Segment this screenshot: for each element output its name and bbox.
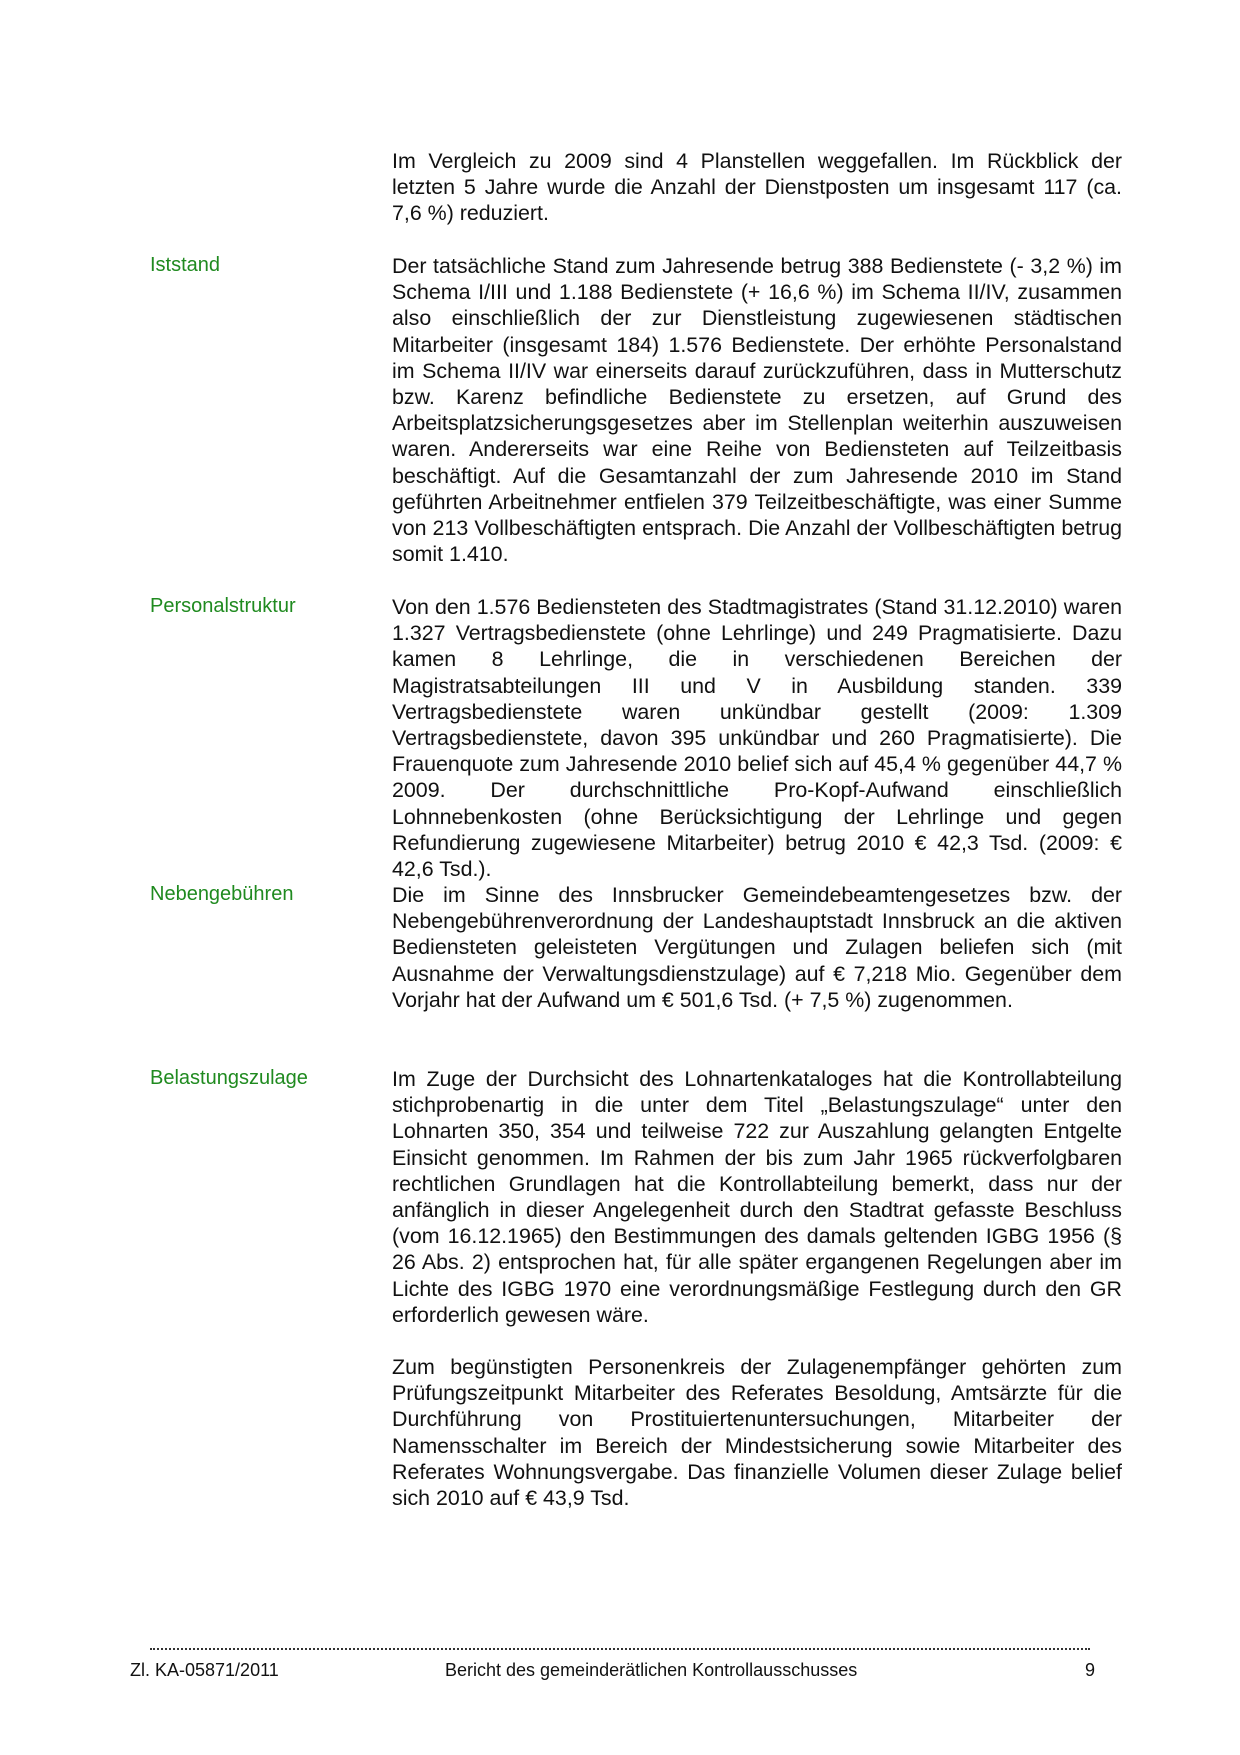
personalstruktur-paragraph: Von den 1.576 Bediensteten des Stadtmagistrates (Stand 31.12.2010) waren 1.327 Vertragsbedienstete (ohne Lehrlinge) und 249 Pragmatisierte. Dazu kamen 8 Lehrlinge, die in verschiedenen Bereichen der Magistratsabteilungen III und V in Ausbildung standen. 339 Vertragsbedienstete waren unkündbar gestellt (2009: 1.309 Vertragsbedienstete, davon 395 unkündbar und 260 Pragmatisierte). Die Frauenquote zum Jahresende 2010 belief sich auf 45,4 % gegenüber 44,7 % 2009. Der durchschnittliche Pro-Kopf-Aufwand einschließlich Lohnnebenkosten (ohne Berücksichtigung der Lehrlinge und gegen Refundierung zugewiesene Mitarbeiter) betrug 2010 € 42,3 Tsd. (2009: € 42,6 Tsd.).: [392, 595, 1122, 882]
footer-title: Bericht des gemeinderätlichen Kontrollausschusses: [445, 1660, 858, 1680]
iststand-paragraph: Der tatsächliche Stand zum Jahresende betrug 388 Bedienstete (- 3,2 %) im Schema I/III und 1.188 Bedienstete (+ 16,6 %) im Schema II/IV, zusammen also einschließlich der zur Dienstleistung zugewiesenen städtischen Mitarbeiter (insgesamt 184) 1.576 Bedienstete. Der erhöhte Personalstand im Schema II/IV war einerseits darauf zurückzuführen, dass in Mutterschutz bzw. Karenz befindliche Bedienstete zu ersetzen, auf Grund des Arbeitsplatzsicherungsgesetzes aber im Stellenplan weiterhin auszuweisen waren. Andererseits war eine Reihe von Bediensteten auf Teilzeitbasis beschäftigt. Auf die Gesamtanzahl der zum Jahresende 2010 im Stand geführten Arbeitnehmer entfielen 379 Teilzeitbeschäftigte, was einer Summe von 213 Vollbeschäftigten entsprach. Die Anzahl der Vollbeschäftigten betrug somit 1.410.: [392, 254, 1122, 567]
page-number: 9: [1085, 1660, 1096, 1680]
margin-label-iststand: Iststand: [150, 254, 221, 276]
nebengebuehren-paragraph: Die im Sinne des Innsbrucker Gemeindebeamtengesetzes bzw. der Nebengebührenverordnung der Landeshauptstadt Innsbruck an die aktiven Bediensteten geleisteten Vergütungen und Zulagen beliefen sich (mit Ausnahme der Verwaltungsdienstzulage) auf € 7,218 Mio. Gegenüber dem Vorjahr hat der Aufwand um € 501,6 Tsd. (+ 7,5 %) zugenommen.: [392, 883, 1122, 1012]
margin-label-personalstruktur: Personalstruktur: [150, 595, 296, 617]
margin-label-belastungszulage: Belastungszulage: [150, 1067, 308, 1089]
belastungszulage-paragraph-2: Zum begünstigten Personenkreis der Zulagenempfänger gehörten zum Prüfungszeitpunkt Mitarbeiter des Referates Besoldung, Amtsärzte für die Durchführung von Prostituiertenuntersuchungen, Mitarbeiter der Namensschalter im Bereich der Mindestsicherung sowie Mitarbeiter des Referates Wohnungsvergabe. Das finanzielle Volumen dieser Zulage belief sich 2010 auf € 43,9 Tsd.: [392, 1355, 1122, 1511]
margin-label-nebengebuehren: Nebengebühren: [150, 883, 294, 905]
footer-divider: [150, 1648, 1090, 1650]
belastungszulage-paragraph-1: Im Zuge der Durchsicht des Lohnartenkataloges hat die Kontrollabteilung stichprobenartig in die unter dem Titel „Belastungszulage“ unter den Lohnarten 350, 354 und teilweise 722 zur Auszahlung gelangten Entgelte Einsicht genommen. Im Rahmen der bis zum Jahr 1965 rückverfolgbaren rechtlichen Grundlagen hat die Kontrollabteilung bemerkt, dass nur der anfänglich in dieser Angelegenheit durch den Stadtrat gefasste Beschluss (vom 16.12.1965) den Bestimmungen des damals geltenden IGBG 1956 (§ 26 Abs. 2) entsprochen hat, für alle später ergangenen Regelungen aber im Lichte des IGBG 1970 eine verordnungsmäßige Festlegung durch den GR erforderlich gewesen wäre.: [392, 1067, 1122, 1327]
intro-paragraph: Im Vergleich zu 2009 sind 4 Planstellen weggefallen. Im Rückblick der letzten 5 Jahre wurde die Anzahl der Dienstposten um insgesamt 117 (ca. 7,6 %) reduziert.: [392, 149, 1122, 226]
footer-reference: Zl. KA-05871/2011: [130, 1660, 279, 1680]
